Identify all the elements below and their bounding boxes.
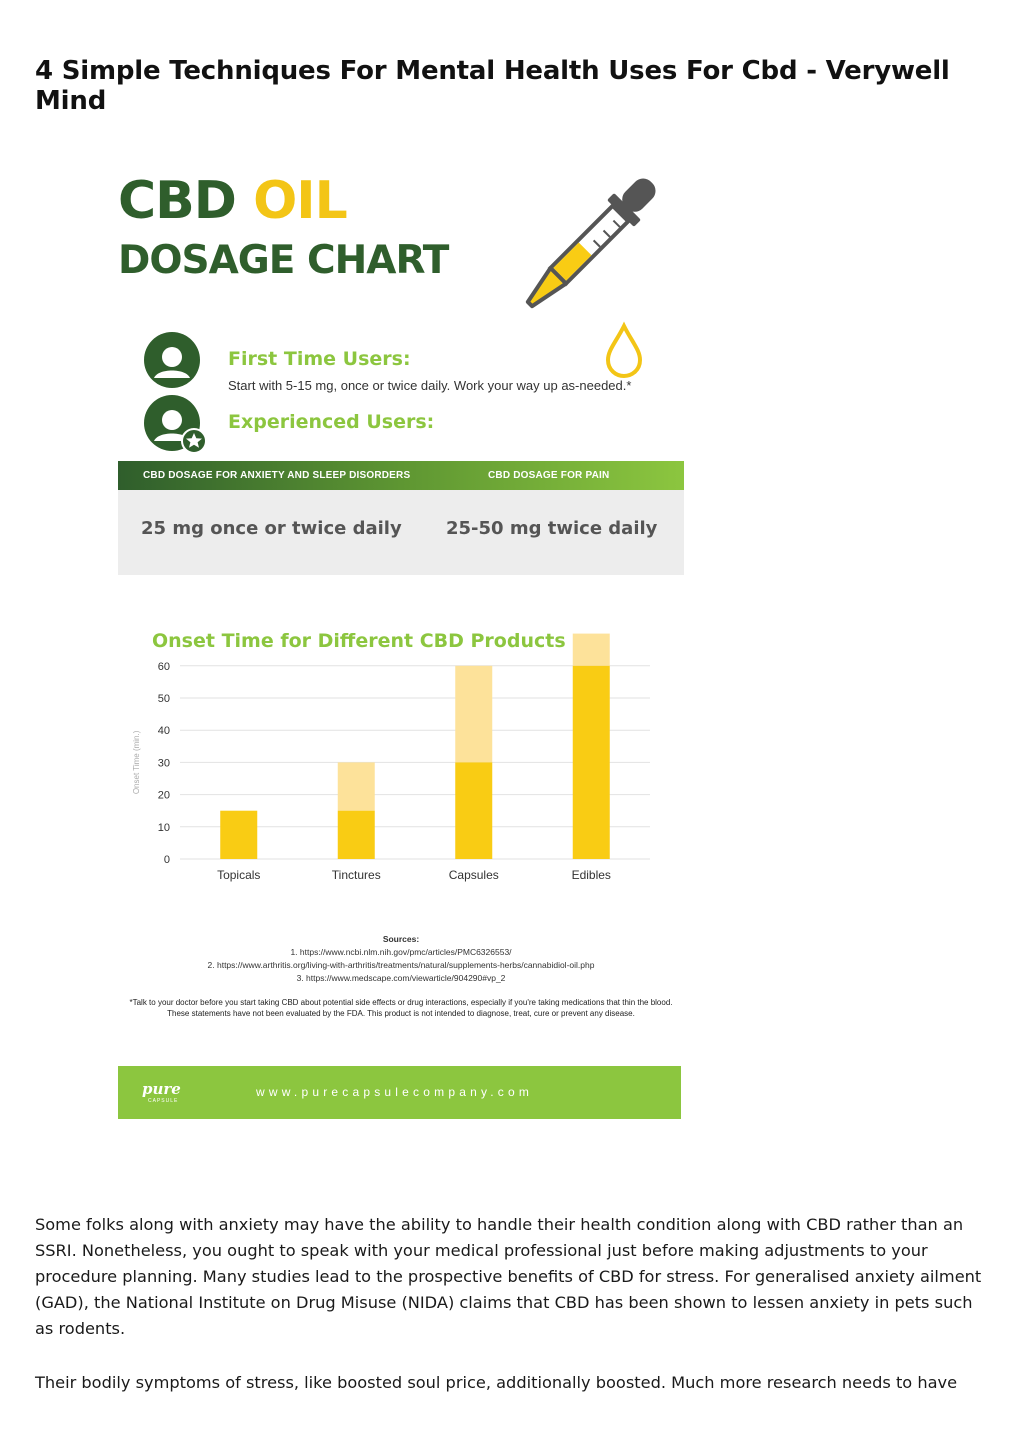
sources-title: Sources: bbox=[382, 934, 420, 944]
pain-dosage-value: 25-50 mg twice daily bbox=[446, 518, 658, 539]
footer-banner bbox=[118, 1066, 681, 1119]
disclaimer bbox=[118, 997, 684, 1019]
x-tick-label: Capsules bbox=[448, 868, 499, 882]
pain-dosage-label: CBD DOSAGE FOR PAIN bbox=[488, 470, 610, 481]
source-item: 2. https://www.arthritis.org/living-with-arthritis/treatments/natural/supplements-herbs/cannabidiol-oil.php bbox=[207, 960, 595, 970]
first-time-users-desc: Start with 5-15 mg, once or twice daily. Work your way up as-needed.* bbox=[228, 378, 632, 393]
y-tick-label: 50 bbox=[157, 693, 170, 705]
infographic-heading bbox=[118, 172, 347, 230]
heading-oil: OIL bbox=[253, 171, 347, 231]
dropper-icon bbox=[498, 176, 668, 386]
anxiety-dosage-label: CBD DOSAGE FOR ANXIETY AND SLEEP DISORDERS bbox=[143, 470, 411, 481]
cbd-dosage-infographic bbox=[118, 160, 684, 1120]
y-tick-label: 30 bbox=[157, 757, 170, 770]
sources bbox=[118, 933, 684, 985]
disclaimer-line: *Talk to your doctor before you start taking CBD about potential side effects or drug interactions, especially if you're taking medications that thin the blood. bbox=[129, 998, 673, 1007]
infographic-subheading: DOSAGE CHART bbox=[118, 238, 449, 283]
heading-cbd: CBD bbox=[118, 171, 254, 231]
x-tick-label: Tinctures bbox=[331, 868, 381, 882]
y-axis-label: Onset Time (min.) bbox=[132, 730, 141, 795]
dosage-table-header bbox=[118, 461, 684, 490]
bar-tinctures bbox=[338, 811, 375, 859]
bar-range-tinctures bbox=[338, 762, 375, 810]
y-tick-label: 0 bbox=[163, 854, 170, 866]
onset-time-chart bbox=[118, 630, 684, 890]
source-item: 1. https://www.ncbi.nlm.nih.gov/pmc/articles/PMC6326553/ bbox=[290, 947, 512, 957]
bar-capsules bbox=[455, 762, 492, 859]
article-body bbox=[35, 1212, 990, 1424]
bar-topicals bbox=[220, 811, 257, 859]
y-tick-label: 40 bbox=[157, 725, 170, 738]
article-paragraph: Their bodily symptoms of stress, like boosted soul price, additionally boosted. Much more research needs to have bbox=[35, 1373, 958, 1392]
article-paragraph: Some folks along with anxiety may have the ability to handle their health condition along with CBD rather than an SSRI. Nonetheless, you ought to speak with your medical professional just before making adjustments to your procedure planning. Many studies lead to the prospective benefits of CBD for stress. For generalised anxiety ailment (GAD), the National Institute on Drug Misuse (NIDA) claims that CBD has been shown to lessen anxiety in pets such as rodents. bbox=[35, 1215, 982, 1338]
y-tick-label: 10 bbox=[157, 821, 170, 834]
experienced-users-title: Experienced Users: bbox=[228, 411, 435, 433]
x-tick-label: Edibles bbox=[571, 868, 611, 882]
oil-drop-icon bbox=[608, 326, 640, 376]
first-time-users-title: First Time Users: bbox=[228, 348, 411, 370]
source-item: 3. https://www.medscape.com/viewarticle/904290#vp_2 bbox=[296, 973, 506, 983]
footer-url: www.purecapsulecompany.com bbox=[256, 1085, 534, 1099]
disclaimer-line: These statements have not been evaluated by the FDA. This product is not intended to diagnose, treat, cure or prevent any disease. bbox=[167, 1009, 635, 1018]
bar-edibles bbox=[573, 666, 610, 859]
user-icon bbox=[142, 330, 202, 390]
experienced-user-icon bbox=[142, 393, 210, 457]
x-tick-label: Topicals bbox=[217, 868, 261, 882]
bar-range-edibles bbox=[573, 634, 610, 666]
y-tick-label: 20 bbox=[157, 789, 170, 802]
bar-range-capsules bbox=[455, 666, 492, 763]
y-tick-label: 60 bbox=[157, 660, 170, 673]
brand-logo: pure bbox=[142, 1080, 181, 1098]
brand-logo-sub: CAPSULE bbox=[148, 1098, 179, 1104]
page-title: 4 Simple Techniques For Mental Health Uses For Cbd - Verywell Mind bbox=[35, 56, 950, 116]
anxiety-dosage-value: 25 mg once or twice daily bbox=[141, 518, 402, 539]
dosage-table bbox=[118, 461, 684, 575]
chart-title: Onset Time for Different CBD Products bbox=[152, 630, 566, 652]
